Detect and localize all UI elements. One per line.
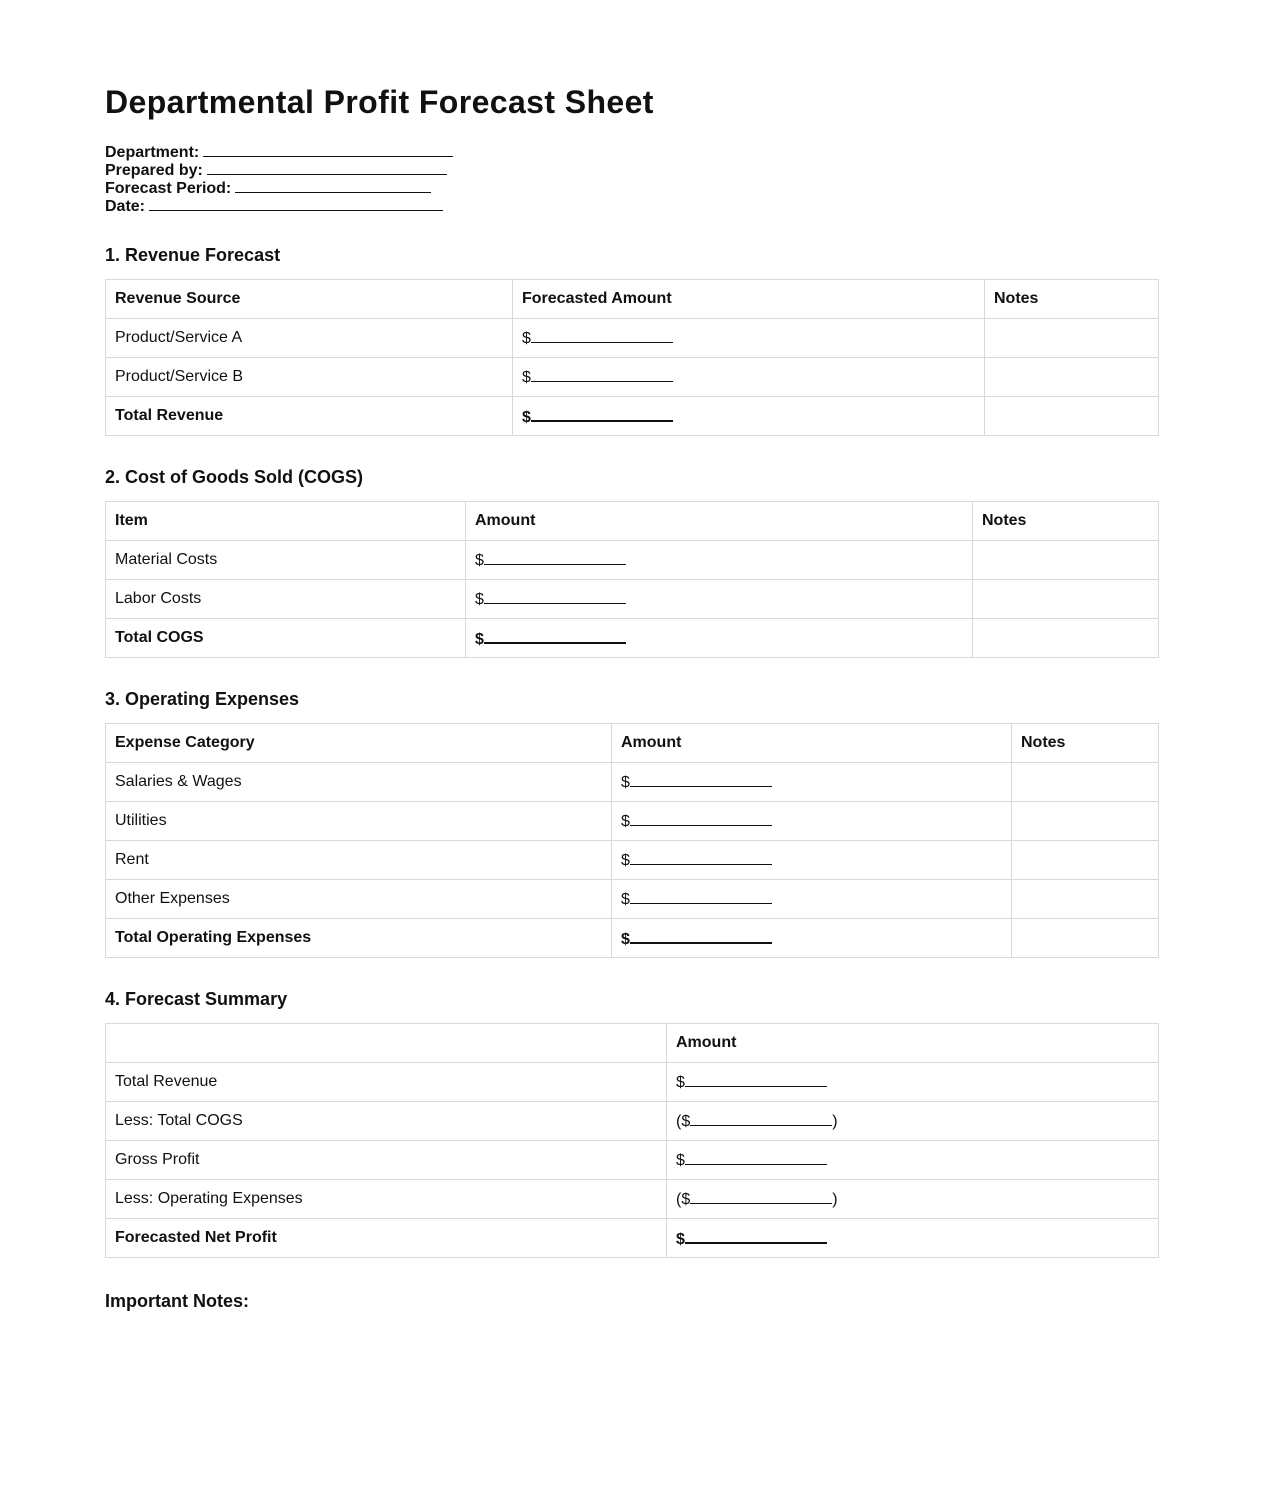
total-amount-cell[interactable]: $ bbox=[466, 619, 973, 658]
cogs-table bbox=[105, 501, 1159, 658]
column-header: Revenue Source bbox=[106, 280, 513, 319]
amount-blank[interactable] bbox=[685, 1150, 827, 1165]
amount-blank[interactable] bbox=[630, 928, 772, 944]
amount-blank[interactable] bbox=[690, 1111, 832, 1126]
column-header: Notes bbox=[973, 502, 1159, 541]
column-header: Amount bbox=[612, 724, 1012, 763]
total-label: Total Revenue bbox=[106, 397, 513, 436]
notes-cell[interactable] bbox=[1012, 841, 1159, 880]
notes-cell[interactable] bbox=[985, 397, 1159, 436]
table-row bbox=[106, 1063, 1159, 1102]
revenue-heading: 1. Revenue Forecast bbox=[105, 245, 281, 265]
row-label: Rent bbox=[106, 841, 612, 880]
column-header: Notes bbox=[985, 280, 1159, 319]
amount-cell[interactable]: $ bbox=[667, 1063, 1159, 1102]
amount-blank[interactable] bbox=[630, 889, 772, 904]
column-header: Amount bbox=[667, 1024, 1159, 1063]
amount-blank[interactable] bbox=[484, 550, 626, 565]
summary-heading: 4. Forecast Summary bbox=[105, 989, 288, 1009]
row-label: Less: Operating Expenses bbox=[106, 1180, 667, 1219]
amount-blank[interactable] bbox=[531, 328, 673, 343]
row-label: Gross Profit bbox=[106, 1141, 667, 1180]
row-label: Product/Service B bbox=[106, 358, 513, 397]
column-header: Item bbox=[106, 502, 466, 541]
column-header: Amount bbox=[466, 502, 973, 541]
table-row bbox=[106, 580, 1159, 619]
department-blank[interactable] bbox=[203, 142, 453, 157]
total-label: Total COGS bbox=[106, 619, 466, 658]
page-title: Departmental Profit Forecast Sheet bbox=[105, 84, 654, 120]
table-header-row bbox=[106, 1024, 1159, 1063]
table-row bbox=[106, 319, 1159, 358]
notes-cell[interactable] bbox=[985, 358, 1159, 397]
table-row bbox=[106, 1141, 1159, 1180]
notes-cell[interactable] bbox=[1012, 880, 1159, 919]
amount-blank[interactable] bbox=[484, 628, 626, 644]
opex-table bbox=[105, 723, 1159, 958]
prepared-by-field: Prepared by: bbox=[105, 160, 1158, 178]
cogs-heading: 2. Cost of Goods Sold (COGS) bbox=[105, 467, 363, 487]
notes-cell[interactable] bbox=[1012, 763, 1159, 802]
summary-table bbox=[105, 1023, 1159, 1258]
row-label: Less: Total COGS bbox=[106, 1102, 667, 1141]
total-amount-cell[interactable]: $ bbox=[612, 919, 1012, 958]
amount-cell[interactable]: ($ ) bbox=[667, 1102, 1159, 1141]
total-row bbox=[106, 397, 1159, 436]
document-page bbox=[105, 82, 1158, 1311]
forecast-period-blank[interactable] bbox=[235, 178, 431, 193]
date-field: Date: bbox=[105, 196, 1158, 214]
total-amount-cell[interactable]: $ bbox=[667, 1219, 1159, 1258]
amount-cell[interactable]: ($ ) bbox=[667, 1180, 1159, 1219]
amount-blank[interactable] bbox=[531, 367, 673, 382]
revenue-table bbox=[105, 279, 1159, 436]
table-row bbox=[106, 541, 1159, 580]
amount-blank[interactable] bbox=[630, 772, 772, 787]
row-label: Total Revenue bbox=[106, 1063, 667, 1102]
amount-blank[interactable] bbox=[484, 589, 626, 604]
table-row bbox=[106, 1102, 1159, 1141]
amount-blank[interactable] bbox=[690, 1189, 832, 1204]
table-header-row bbox=[106, 502, 1159, 541]
row-label: Labor Costs bbox=[106, 580, 466, 619]
amount-cell[interactable]: $ bbox=[612, 880, 1012, 919]
amount-cell[interactable]: $ bbox=[612, 841, 1012, 880]
notes-cell[interactable] bbox=[973, 541, 1159, 580]
amount-blank[interactable] bbox=[630, 811, 772, 826]
amount-cell[interactable]: $ bbox=[466, 541, 973, 580]
row-label: Product/Service A bbox=[106, 319, 513, 358]
amount-cell[interactable]: $ bbox=[612, 763, 1012, 802]
notes-cell[interactable] bbox=[1012, 919, 1159, 958]
row-label: Utilities bbox=[106, 802, 612, 841]
total-amount-cell[interactable]: $ bbox=[513, 397, 985, 436]
notes-cell[interactable] bbox=[985, 319, 1159, 358]
row-label: Material Costs bbox=[106, 541, 466, 580]
amount-cell[interactable]: $ bbox=[513, 319, 985, 358]
table-row bbox=[106, 763, 1159, 802]
notes-heading: Important Notes: bbox=[105, 1291, 249, 1311]
meta-fields bbox=[105, 142, 1158, 214]
column-header bbox=[106, 1024, 667, 1063]
table-row bbox=[106, 880, 1159, 919]
notes-cell[interactable] bbox=[973, 580, 1159, 619]
notes-cell[interactable] bbox=[973, 619, 1159, 658]
amount-cell[interactable]: $ bbox=[667, 1141, 1159, 1180]
column-header: Notes bbox=[1012, 724, 1159, 763]
prepared-by-blank[interactable] bbox=[207, 160, 447, 175]
table-row bbox=[106, 802, 1159, 841]
amount-blank[interactable] bbox=[531, 406, 673, 422]
table-header-row bbox=[106, 280, 1159, 319]
total-row bbox=[106, 919, 1159, 958]
amount-cell[interactable]: $ bbox=[513, 358, 985, 397]
column-header: Forecasted Amount bbox=[513, 280, 985, 319]
amount-blank[interactable] bbox=[685, 1228, 827, 1244]
amount-cell[interactable]: $ bbox=[466, 580, 973, 619]
amount-blank[interactable] bbox=[685, 1072, 827, 1087]
opex-heading: 3. Operating Expenses bbox=[105, 689, 300, 709]
notes-heading-clipped bbox=[105, 1291, 249, 1311]
notes-cell[interactable] bbox=[1012, 802, 1159, 841]
table-row bbox=[106, 358, 1159, 397]
table-header-row bbox=[106, 724, 1159, 763]
total-label: Total Operating Expenses bbox=[106, 919, 612, 958]
amount-cell[interactable]: $ bbox=[612, 802, 1012, 841]
row-label: Salaries & Wages bbox=[106, 763, 612, 802]
forecast-period-field: Forecast Period: bbox=[105, 178, 1158, 196]
date-blank[interactable] bbox=[149, 196, 443, 211]
amount-blank[interactable] bbox=[630, 850, 772, 865]
total-row bbox=[106, 1219, 1159, 1258]
column-header: Expense Category bbox=[106, 724, 612, 763]
table-row bbox=[106, 1180, 1159, 1219]
row-label: Other Expenses bbox=[106, 880, 612, 919]
total-row bbox=[106, 619, 1159, 658]
total-label: Forecasted Net Profit bbox=[106, 1219, 667, 1258]
table-row bbox=[106, 841, 1159, 880]
department-field: Department: bbox=[105, 142, 1158, 160]
